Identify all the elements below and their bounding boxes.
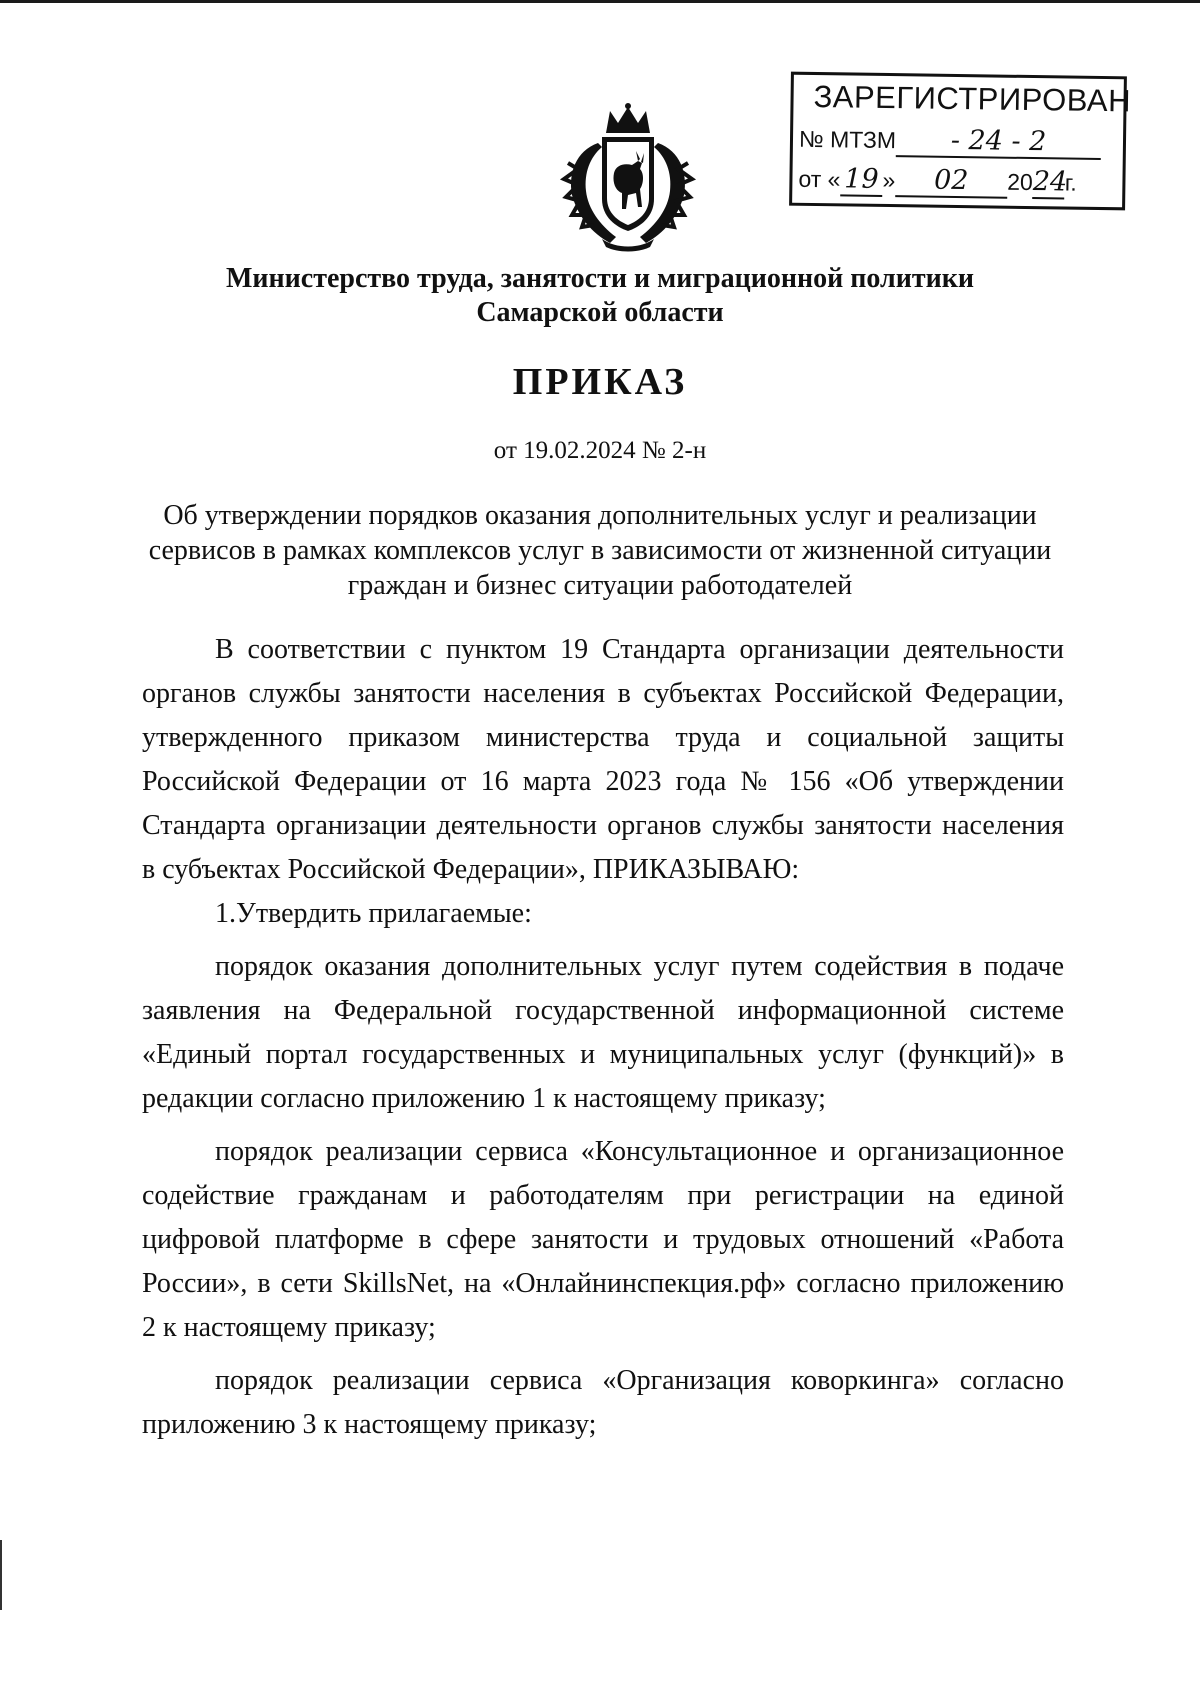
stamp-date-label: от « [798,165,841,193]
stamp-number-label: № МТЗМ [798,125,897,154]
document-date-number: от 19.02.2024 № 2-н [493,437,707,464]
body-order-1: порядок оказания дополнительных услуг путем содействия в подаче заявления на Федеральной государственной информационной системе «Единый портал государственных и муниципальных услуг (функций)» в редакции согласно приложению 1 к настоящему приказу; [142,951,1064,1114]
document-subject: Об утверждении порядков оказания дополнительных услуг и реализации сервисов в рамках комплексов услуг в зависимости от жизненной ситуации граждан и бизнес ситуации работодателей [148,500,1052,601]
document-body [142,628,1064,1456]
stamp-number-row [799,123,1102,160]
stamp-date-row [798,163,1077,200]
body-item-1: 1.Утвердить прилагаемые: [215,898,532,929]
body-preamble: В соответствии с пунктом 19 Стандарта организации деятельности органов службы занятости населения в субъектах Российской Федерации, утвержденного приказом министерства труда и социальной защиты Российской Федерации от 16 марта 2023 года № 156 «Об утверждении Стандарта организации деятельности органов службы занятости населения в субъектах Российской Федерации», ПРИКАЗЫВАЮ: [142,634,1064,885]
registration-stamp [789,72,1132,211]
stamp-day-close: » [882,166,896,194]
ministry-name [0,262,1200,330]
ministry-name-line2: Самарской области [476,297,724,328]
stamp-day: 19 [840,163,882,197]
document-type: ПРИКАЗ [512,361,688,403]
stamp-month: 02 [895,164,1007,199]
scan-edge-top [0,0,1200,3]
stamp-year-prefix: 20 [1007,168,1034,196]
body-order-2: порядок реализации сервиса «Консультационное и организационное содействие гражданам и работодателям при регистрации на единой цифровой платформе в сфере занятости и трудовых отношений «Работа России», в сети SkillsNet, на «Онлайнинспекция.рф» согласно приложению 2 к настоящему приказу; [142,1136,1064,1343]
body-order-3: порядок реализации сервиса «Организация коворкинга» согласно приложению 3 к настоящему приказу; [142,1365,1064,1440]
scan-edge-left [0,1540,2,1610]
stamp-title: ЗАРЕГИСТРИРОВАН [813,78,1132,119]
stamp-year-g: г. [1064,169,1078,196]
stamp-number-value: - 24 - 2 [896,124,1101,160]
stamp-year-suffix: 24 [1032,166,1068,198]
samara-coat-of-arms-icon [558,103,698,253]
ministry-name-line1: Министерство труда, занятости и миграционной политики [225,263,975,294]
